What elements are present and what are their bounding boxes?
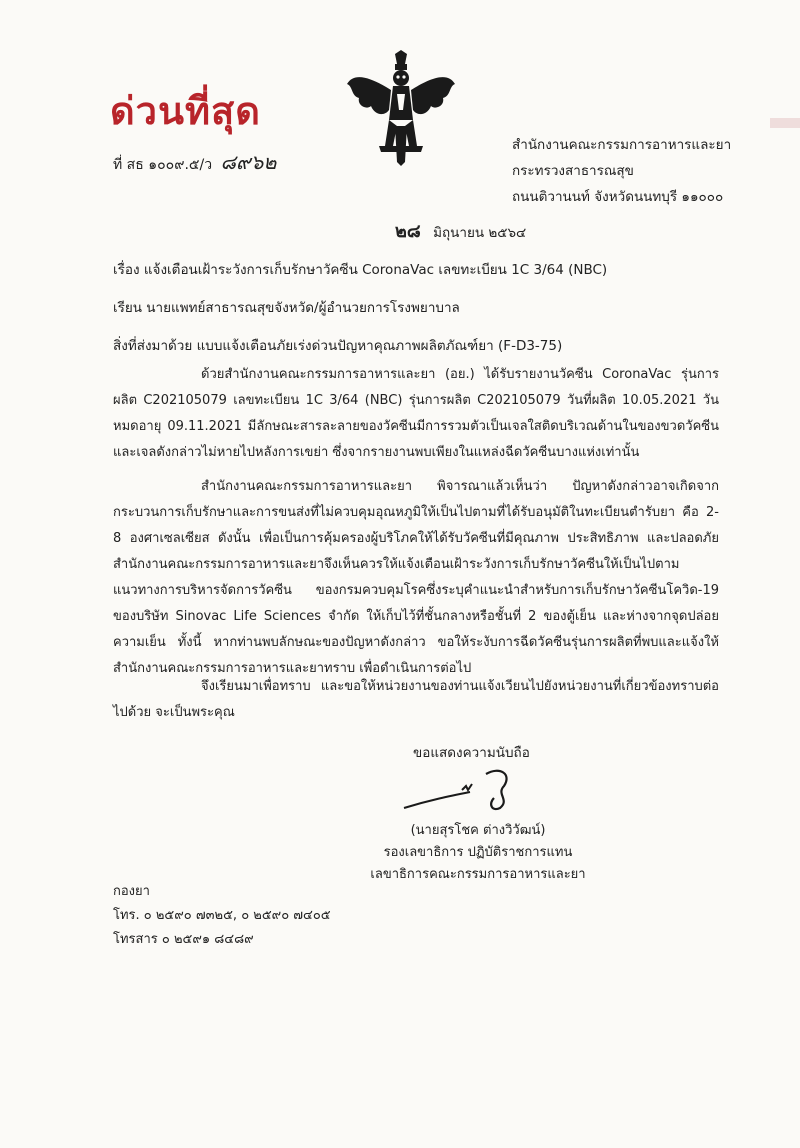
footer-fax: โทรสาร ๐ ๒๕๙๑ ๘๔๘๙ — [113, 932, 254, 947]
closing-phrase: ขอแสดงความนับถือ — [413, 745, 530, 761]
signer-title-1: รองเลขาธิการ ปฏิบัติราชการแทน — [383, 845, 573, 860]
attachment-line: สิ่งที่ส่งมาด้วย แบบแจ้งเตือนภัยเร่งด่วนปัญหาคุณภาพผลิตภัณฑ์ยา (F-D3-75) — [113, 338, 563, 354]
date-month-year: มิถุนายน ๒๕๖๔ — [433, 225, 527, 241]
signer-name: (นายสุรโชค ต่างวิวัฒน์) — [410, 823, 546, 838]
office-line-2: กระทรวงสาธารณสุข — [512, 163, 634, 179]
footer-phone: โทร. ๐ ๒๕๙๐ ๗๓๒๕, ๐ ๒๕๙๐ ๗๔๐๕ — [113, 908, 331, 923]
document-number-prefix: ที่ สธ ๑๐๐๙.๕/ว — [113, 157, 213, 173]
signer-block — [358, 820, 598, 886]
body-paragraph-2: สำนักงานคณะกรรมการอาหารและยา พิจารณาแล้วเห็นว่า ปัญหาดังกล่าวอาจเกิดจากกระบวนการเก็บรักษาและการขนส่งที่ไม่ควบคุมอุณหภูมิให้เป็นไปตามที่ได้รับอนุมัติในทะเบียนตำรับยา คือ 2-8 องศาเซลเซียส ดังนั้น เพื่อเป็นการคุ้มครองผู้บริโภคให้ได้รับวัคซีนที่มีคุณภาพ ประสิทธิภาพ และปลอดภัย สำนักงานคณะกรรมการอาหารและยาจึงเห็นควรให้แจ้งเตือนเฝ้าระวังการเก็บรักษาวัคซีนให้เป็นไปตามแนวทางการบริหารจัดการวัคซีน ของกรมควบคุมโรคซึ่งระบุคำแนะนำสำหรับการเก็บรักษาวัคซีนโควิด-19 ของบริษัท Sinovac Life Sciences จำกัด ให้เก็บไว้ที่ชั้นกลางหรือชั้นที่ 2 ของตู้เย็น และห่างจากจุดปล่อยความเย็น ทั้งนี้ หากท่านพบลักษณะของปัญหาดังกล่าว ขอให้ระงับการฉีดวัคซีนรุ่นการผลิตที่พบและแจ้งให้สำนักงานคณะกรรมการอาหารและยาทราบ เพื่อดำเนินการต่อไป — [113, 479, 719, 676]
garuda-emblem — [345, 50, 457, 166]
urgency-stamp: ด่วนที่สุด — [110, 88, 261, 133]
body-paragraph-3: จึงเรียนมาเพื่อทราบ และขอให้หน่วยงานของท่านแจ้งเวียนไปยังหน่วยงานที่เกี่ยวข้องทราบต่อไปด้วย จะเป็นพระคุณ — [113, 679, 719, 720]
signer-title-2: เลขาธิการคณะกรรมการอาหารและยา — [370, 867, 586, 882]
handwritten-signature — [400, 760, 520, 820]
contact-footer — [113, 880, 331, 952]
body-paragraph-1: ด้วยสำนักงานคณะกรรมการอาหารและยา (อย.) ได้รับรายงานวัคซีน CoronaVac รุ่นการผลิต C202105079 เลขทะเบียน 1C 3/64 (NBC) รุ่นการผลิต C202105079 วันที่ผลิต 10.05.2021 วันหมดอายุ 09.11.2021 มีลักษณะสารละลายของวัคซีนมีการรวมตัวเป็นเจลใสติดบริเวณด้านในของขวดวัคซีน และเจลดังกล่าวไม่หายไปหลังการเขย่า ซึ่งจากรายงานพบเพียงในแหล่งฉีดวัคซีนบางแห่งเท่านั้น — [113, 367, 719, 460]
document-number-handwritten: ๘๙๖๒ — [220, 150, 277, 174]
office-line-3: ถนนติวานนท์ จังหวัดนนทบุรี ๑๑๐๐๐ — [512, 189, 724, 205]
subject-line: เรื่อง แจ้งเตือนเฝ้าระวังการเก็บรักษาวัคซีน CoronaVac เลขทะเบียน 1C 3/64 (NBC) — [113, 262, 608, 278]
office-line-1: สำนักงานคณะกรรมการอาหารและยา — [512, 137, 732, 153]
footer-division: กองยา — [113, 884, 150, 899]
margin-mark — [770, 118, 800, 128]
document-number — [113, 146, 277, 178]
issuing-office — [512, 132, 731, 210]
date-day-handwritten: ๒๘ — [395, 221, 421, 242]
recipient-line: เรียน นายแพทย์สาธารณสุขจังหวัด/ผู้อำนวยการโรงพยาบาล — [113, 300, 460, 316]
document-date — [395, 216, 526, 245]
